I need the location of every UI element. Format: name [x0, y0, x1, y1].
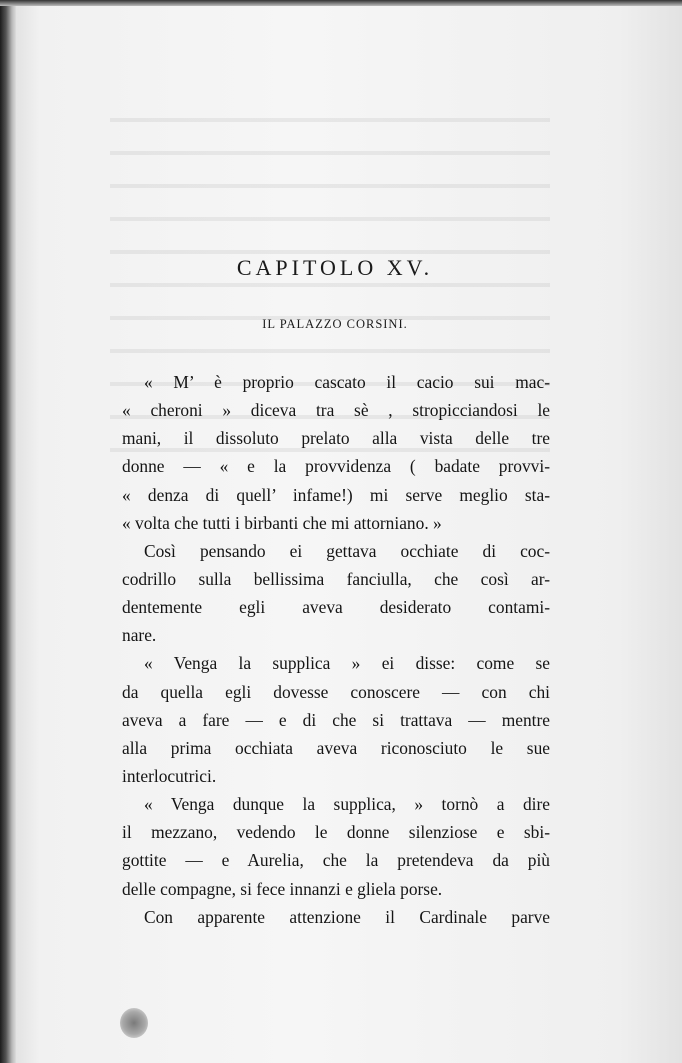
text-line: « Venga dunque la supplica, » tornò a dire	[144, 794, 550, 815]
text-line: mani, il dissoluto prelato alla vista delle tre	[122, 428, 550, 449]
text-line: « Venga la supplica » ei disse: come se	[144, 653, 550, 674]
page-top-edge	[0, 0, 682, 6]
ink-stain	[120, 1008, 148, 1038]
chapter-title: CAPITOLO XV.	[236, 255, 434, 280]
chapter-subtitle: IL PALAZZO CORSINI.	[262, 317, 408, 331]
body-text	[122, 368, 550, 931]
text-line: da quella egli dovesse conoscere — con chi	[122, 681, 550, 702]
text-line: Così pensando ei gettava occhiate di coc-	[144, 540, 550, 561]
text-line: « M’ è proprio cascato il cacio sui mac-	[144, 372, 550, 392]
text-line: aveva a fare — e di che si trattava — mentre	[122, 709, 550, 730]
text-line: dentemente egli aveva desiderato contami-	[122, 597, 550, 618]
text-line: interlocutrici.	[122, 765, 217, 786]
text-line: « denza di quell’ infame!) mi serve meglio sta-	[122, 484, 550, 505]
text-line: delle compagne, si fece innanzi e gliela porse.	[122, 878, 443, 899]
text-line: « volta che tutti i birbanti che mi attorniano. »	[122, 512, 442, 533]
text-line: nare.	[122, 625, 157, 646]
text-line: « cheroni » diceva tra sè , stropicciandosi le	[122, 400, 550, 421]
text-line: donne — « e la provvidenza ( badate provvi-	[122, 456, 550, 477]
text-line: gottite — e Aurelia, che la pretendeva da più	[122, 850, 550, 871]
text-line: il mezzano, vedendo le donne silenziose e sbi-	[122, 822, 550, 843]
text-line: alla prima occhiata aveva riconosciuto le sue	[122, 737, 550, 758]
text-line: codrillo sulla bellissima fanciulla, che così ar-	[122, 568, 550, 589]
page-binding-edge	[0, 0, 16, 1063]
text-line: Con apparente attenzione il Cardinale parve	[144, 906, 550, 927]
